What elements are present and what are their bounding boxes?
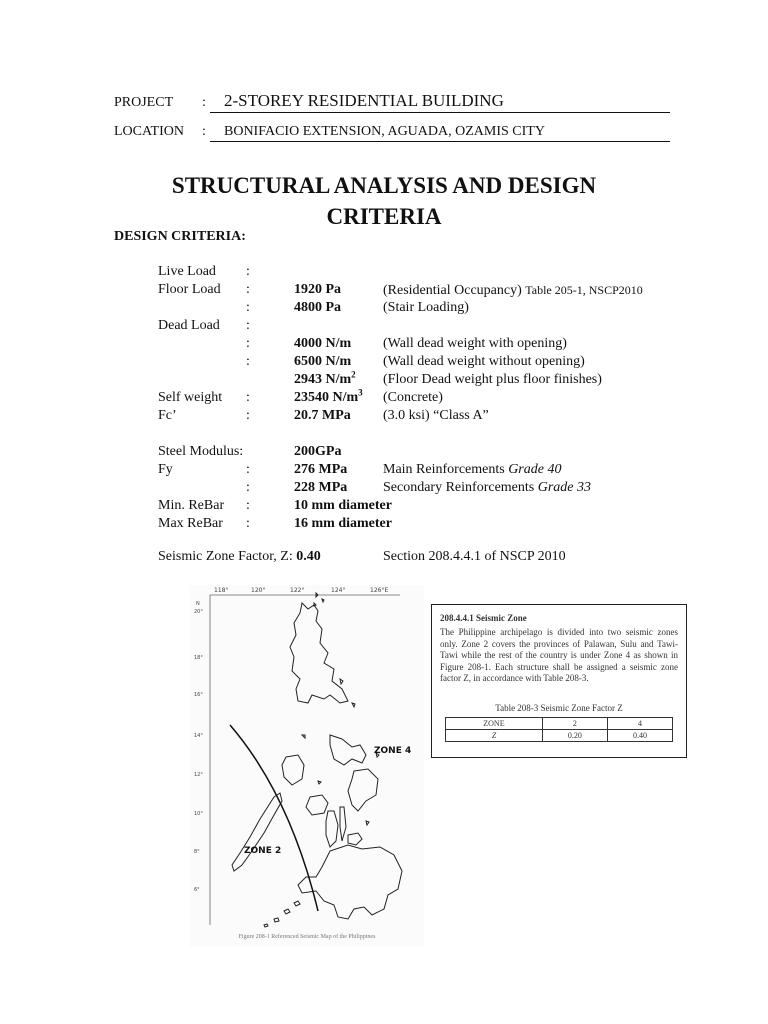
criteria-value: 16 mm diameter — [294, 516, 392, 531]
criteria-colon: : — [246, 462, 250, 477]
criteria-colon: : — [246, 318, 250, 333]
excerpt-heading: 208.4.4.1 Seismic Zone — [440, 613, 527, 623]
lon-tick-label: 124° — [331, 587, 346, 594]
seismic-map-figure — [190, 585, 424, 947]
criteria-colon: : — [246, 480, 250, 495]
criteria-desc — [383, 461, 561, 479]
location-colon: : — [202, 124, 206, 139]
lon-tick-label: 126°E — [370, 587, 389, 594]
criteria-desc: (Floor Dead weight plus floor finishes) — [383, 372, 602, 387]
table-row — [446, 730, 673, 742]
criteria-value: 1920 Pa — [294, 282, 342, 297]
criteria-value: 4800 Pa — [294, 300, 342, 315]
criteria-label: Live Load — [158, 264, 216, 279]
criteria-desc — [383, 281, 643, 300]
map-caption: Figure 208-1 Referenced Seismic Map of the Philippines — [238, 934, 376, 940]
criteria-label: Floor Load — [158, 282, 221, 297]
nscp-excerpt-panel — [431, 604, 687, 758]
seismic-zone-factor-table — [445, 717, 673, 742]
table-cell: 4 — [607, 718, 672, 730]
criteria-colon: : — [246, 408, 250, 423]
excerpt-text: The Philippine archipelago is divided into two seismic zones only. Zone 2 covers the provinces of Palawan, Sulu and Tawi-Tawi while the rest of the country is under Zone 4 as shown in Figure 208-1. Each structure shall be assigned a seismic zone factor Z, in accordance with Table 208-3. — [440, 627, 678, 683]
criteria-desc: (Wall dead weight with opening) — [383, 336, 567, 351]
criteria-colon: : — [246, 282, 250, 297]
criteria-desc — [383, 479, 591, 497]
criteria-colon: : — [246, 516, 250, 531]
criteria-label: Fc’ — [158, 408, 177, 423]
seismic-map — [190, 585, 424, 947]
seismic-reference: Section 208.4.4.1 of NSCP 2010 — [383, 549, 566, 564]
criteria-value: 200GPa — [294, 444, 342, 459]
superscript: 2 — [351, 369, 356, 380]
criteria-value-text: 23540 N/m — [294, 390, 359, 405]
criteria-value: 20.7 MPa — [294, 408, 351, 423]
table-cell: 0.40 — [607, 730, 672, 742]
criteria-colon: : — [246, 498, 250, 513]
criteria-value-text: 2943 N/m — [294, 372, 352, 387]
criteria-value: 10 mm diameter — [294, 498, 392, 513]
criteria-colon: : — [246, 354, 250, 369]
criteria-label: Self weight — [158, 390, 223, 405]
document-title — [0, 170, 768, 232]
north-label: N — [196, 601, 200, 607]
design-criteria-heading: DESIGN CRITERIA: — [114, 229, 246, 244]
criteria-desc-text: (Residential Occupancy) — [383, 283, 522, 298]
location-label: LOCATION — [114, 124, 184, 139]
criteria-desc: (Wall dead weight without opening) — [383, 354, 585, 369]
zone-4-label: ZONE 4 — [374, 746, 412, 756]
lon-tick-label: 118° — [214, 587, 229, 594]
criteria-label: Min. ReBar — [158, 498, 225, 513]
title-line-2: CRITERIA — [326, 204, 442, 229]
lat-tick-label: 6° — [194, 887, 200, 893]
criteria-value — [294, 389, 363, 407]
criteria-ref: Table 205-1, NSCP2010 — [525, 283, 643, 297]
lat-tick-label: 20° — [194, 609, 203, 615]
lon-tick-label: 120° — [251, 587, 266, 594]
table-cell: 0.20 — [542, 730, 607, 742]
criteria-grade: Grade 33 — [537, 480, 592, 495]
project-value: 2-STOREY RESIDENTIAL BUILDING — [210, 91, 670, 113]
lat-tick-label: 16° — [194, 692, 203, 698]
superscript: 3 — [358, 387, 363, 398]
lon-tick-label: 122° — [290, 587, 305, 594]
lat-tick-label: 14° — [194, 733, 203, 739]
criteria-value — [294, 371, 356, 389]
criteria-desc-text: Main Reinforcements — [383, 462, 505, 477]
criteria-value: 228 MPa — [294, 480, 348, 495]
criteria-value: 6500 N/m — [294, 354, 352, 369]
lat-tick-label: 10° — [194, 811, 203, 817]
table-cell: 2 — [542, 718, 607, 730]
seismic-label: Seismic Zone Factor, Z: — [158, 549, 293, 564]
seismic-zone-line — [158, 549, 566, 565]
table-cell: ZONE — [446, 718, 543, 730]
criteria-desc: (3.0 ksi) “Class A” — [383, 408, 489, 423]
lat-tick-label: 12° — [194, 772, 203, 778]
criteria-value: 4000 N/m — [294, 336, 352, 351]
table-row — [446, 718, 673, 730]
criteria-colon: : — [246, 336, 250, 351]
criteria-desc: (Stair Loading) — [383, 300, 469, 315]
lat-tick-label: 8° — [194, 849, 200, 855]
lat-tick-label: 18° — [194, 655, 203, 661]
table-cell: Z — [446, 730, 543, 742]
criteria-colon: : — [246, 390, 250, 405]
philippine-islands — [232, 593, 402, 927]
excerpt-table-title: Table 208-3 Seismic Zone Factor Z — [495, 703, 623, 713]
criteria-desc-text: Secondary Reinforcements — [383, 480, 535, 495]
project-colon: : — [202, 95, 206, 110]
criteria-label: Max ReBar — [158, 516, 223, 531]
criteria-colon: : — [246, 264, 250, 279]
title-line-1: STRUCTURAL ANALYSIS AND DESIGN — [171, 173, 597, 198]
zone-boundary-line — [230, 725, 318, 911]
seismic-value: 0.40 — [296, 549, 321, 564]
criteria-colon: : — [246, 300, 250, 315]
project-label: PROJECT — [114, 95, 174, 110]
criteria-label: Dead Load — [158, 318, 220, 333]
criteria-value: 276 MPa — [294, 462, 348, 477]
criteria-label: Fy — [158, 462, 173, 477]
criteria-desc: (Concrete) — [383, 390, 443, 405]
location-value: BONIFACIO EXTENSION, AGUADA, OZAMIS CITY — [210, 124, 670, 142]
zone-2-label: ZONE 2 — [244, 846, 282, 856]
criteria-label: Steel Modulus: — [158, 444, 244, 459]
criteria-grade: Grade 40 — [508, 462, 562, 477]
